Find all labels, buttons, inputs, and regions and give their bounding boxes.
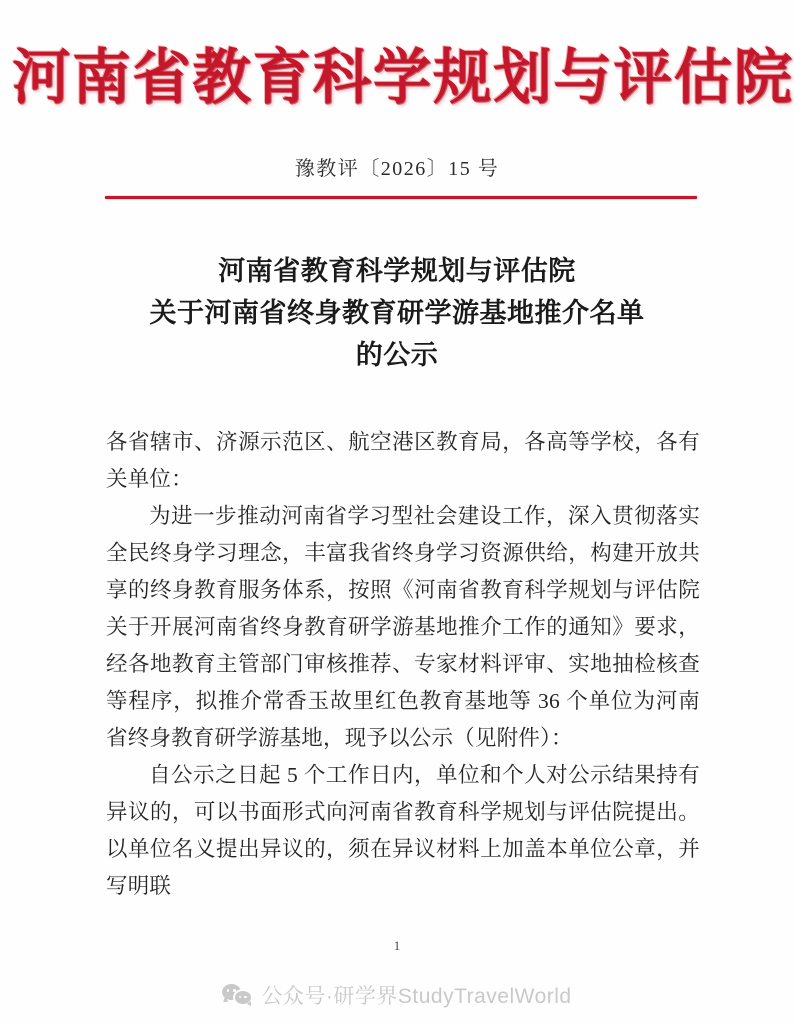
letterhead	[0, 44, 794, 114]
watermark-label: 公众号·研学界StudyTravelWorld	[261, 985, 572, 1008]
document-serial-number: 豫教评〔2026〕15 号	[294, 158, 500, 180]
body-paragraph-2: 自公示之日起 5 个工作日内，单位和个人对公示结果持有异议的，可以书面形式向河南省教育科学规划与评估院提出。以单位名义提出异议的，须在异议材料上加盖本单位公章，并写明联	[106, 763, 700, 898]
page-title-line-3: 的公示	[355, 340, 439, 370]
page-title-line-1: 河南省教育科学规划与评估院	[218, 256, 576, 286]
letterhead-organization-name: 河南省教育科学规划与评估院	[12, 45, 794, 111]
page-title	[97, 250, 697, 376]
watermark	[0, 980, 794, 1010]
page-number: 1	[393, 938, 401, 953]
body-paragraph-1: 为进一步推动河南省学习型社会建设工作，深入贯彻落实全民终身学习理念，丰富我省终身学习资源供给，构建开放共享的终身教育服务体系，按照《河南省教育科学规划与评估院关于开展河南省终身教育研学游基地推介工作的通知》要求，经各地教育主管部门审核推荐、专家材料评审、实地抽检核查等程序，拟推介常香玉故里红色教育基地等 36 个单位为河南省终身教育研学游基地，现予以公示（见附件）：	[106, 504, 700, 750]
red-divider-rule	[105, 196, 697, 199]
document-body	[106, 424, 700, 905]
salutation-line: 各省辖市、济源示范区、航空港区教育局，各高等学校，各有关单位：	[106, 430, 700, 491]
page-title-line-2: 关于河南省终身教育研学游基地推介名单	[149, 298, 645, 328]
wechat-icon	[222, 983, 252, 1007]
